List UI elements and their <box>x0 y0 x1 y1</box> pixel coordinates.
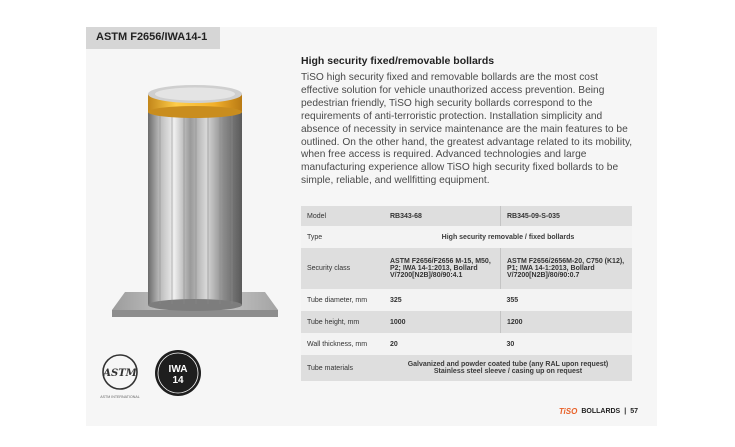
spec-table <box>301 206 632 381</box>
tube-top-inner <box>155 88 235 101</box>
wall-label: Wall thickness, mm <box>301 333 384 355</box>
base-plate-edge <box>112 310 278 317</box>
height-a: 1000 <box>384 311 501 333</box>
astm-subtext: ASTM INTERNATIONAL <box>100 395 140 399</box>
diameter-label: Tube diameter, mm <box>301 289 384 311</box>
diameter-a: 325 <box>384 289 501 311</box>
table-row-diameter <box>301 289 632 311</box>
model-label: Model <box>301 206 384 226</box>
materials-line-1: Galvanized and powder coated tube (any RAL upon request) <box>407 361 609 368</box>
type-label: Type <box>301 226 384 248</box>
tube-base-shadow <box>148 299 242 311</box>
band-bottom-edge <box>148 106 242 118</box>
height-b: 1200 <box>501 311 633 333</box>
article-description: TiSO high security fixed and removable bollards are the most cost effective solution for vehicle unauthorized access prevention. Being pedestrian friendly, TiSO high security bollards correspond to the requirements of anti-terroristic protection. Installation simplicity and absence of necessity in service maintenance are the main features to be outlined. On the other hand, the greatest advantage related to its mobility, when free access is required. Advanced technologies and large manufacturing experience allow TiSO high security fixed bollards to be simple, reliable, and wellfitting equipment. <box>301 72 633 187</box>
certification-logos <box>96 345 211 405</box>
page-number: 57 <box>630 408 638 415</box>
model-b: RB345-09-S-035 <box>501 206 633 226</box>
standard-tab <box>86 27 220 49</box>
table-row-type <box>301 226 632 248</box>
bollard-tube <box>148 100 242 305</box>
footer-divider: | <box>624 408 627 415</box>
wall-a: 20 <box>384 333 501 355</box>
materials-value <box>384 355 632 381</box>
materials-label: Tube materials <box>301 355 384 381</box>
page-footer <box>559 407 638 416</box>
table-row-height <box>301 311 632 333</box>
bollard-product-image <box>100 60 290 342</box>
security-class-a: ASTM F2656/F2656 M-15, M50, P2; IWA 14-1:2013, Bollard V/7200[N2B]/80/90:4.1 <box>384 248 501 289</box>
table-row-materials <box>301 355 632 381</box>
table-row-wall <box>301 333 632 355</box>
table-row-model <box>301 206 632 226</box>
materials-line-2: Stainless steel sleeve / casing up on request <box>433 368 583 375</box>
height-label: Tube height, mm <box>301 311 384 333</box>
wall-b: 30 <box>501 333 633 355</box>
table-row-security-class <box>301 248 632 289</box>
model-a: RB343-68 <box>384 206 501 226</box>
brand-logo: TiSO <box>558 407 578 416</box>
astm-text: ASTM <box>103 368 137 379</box>
iwa-text: IWA <box>168 364 188 375</box>
iwa-number: 14 <box>172 375 184 386</box>
security-class-b: ASTM F2656/2656M-20, C750 (K12), P1; IWA 14-1:2013, Bollard V/7200[N2B]/80/90:0.7 <box>501 248 633 289</box>
iwa14-logo <box>155 350 201 396</box>
astm-logo <box>100 355 139 399</box>
footer-section: BOLLARDS <box>581 408 621 415</box>
diameter-b: 355 <box>501 289 633 311</box>
security-class-label: Security class <box>301 248 384 289</box>
standard-title: ASTM F2656/IWA14-1 <box>96 31 208 43</box>
article-title: High security fixed/removable bollards <box>301 55 495 67</box>
type-value: High security removable / fixed bollards <box>384 226 632 248</box>
